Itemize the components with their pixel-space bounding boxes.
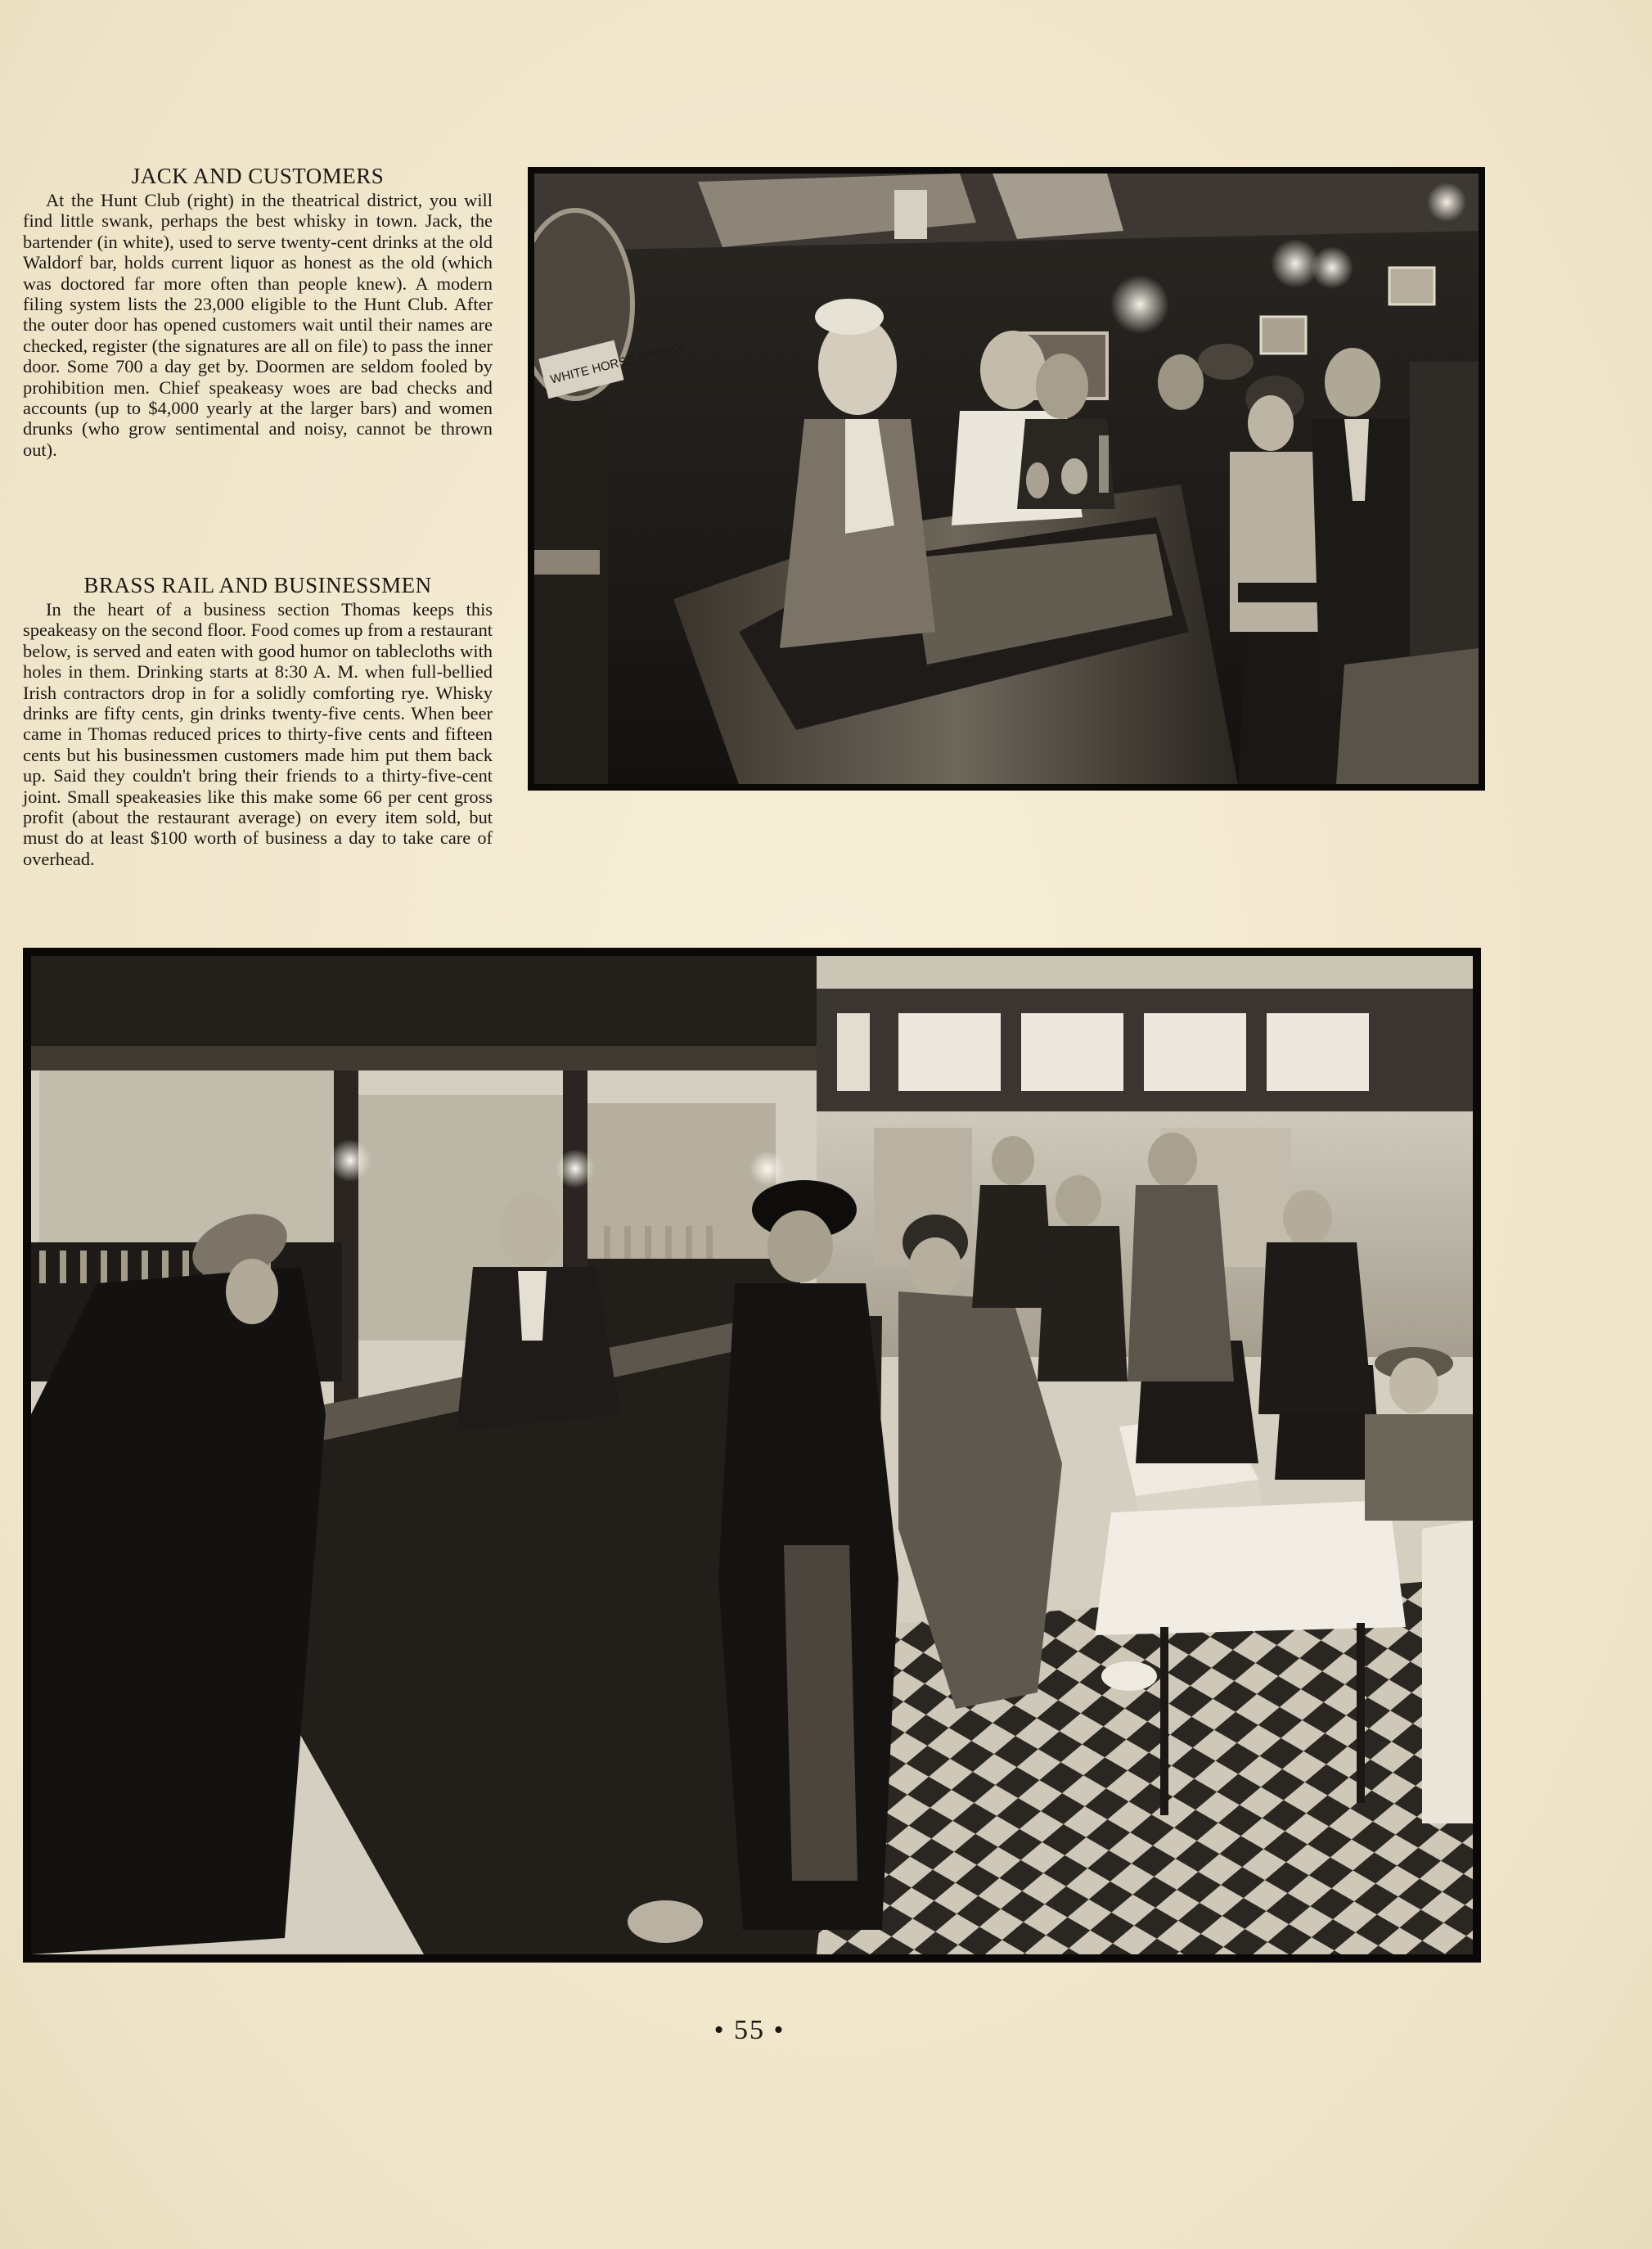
photo-hunt-club-bar-image <box>534 174 1479 784</box>
photo-hunt-club-bar <box>528 167 1485 791</box>
caption-body: In the heart of a business section Thomas keeps this speakeasy on the second floor. Food comes up from a restaurant below, is served and eaten with good humor on tablecloths with holes in them. Drinking starts at 8:30 A. M. when full-bellied Irish contractors drop in for a solidly comforting rye. Whisky drinks are fifty cents, gin drinks twenty-five cents. When beer came in Thomas reduced prices to thirty-five cents and fifteen cents but his businessmen customers made him put them back up. Said they couldn't bring their friends to a thirty-five-cent joint. Small speakeasies like this make some 66 per cent gross profit (about the restaurant average) on every item sold, but must do at least $100 worth of business a day to take care of overhead. <box>23 599 493 869</box>
photo-brass-rail-speakeasy-image <box>31 956 1473 1954</box>
photo-brass-rail-speakeasy <box>23 948 1481 1963</box>
caption-brass-rail-and-businessmen <box>23 573 493 869</box>
caption-heading: BRASS RAIL AND BUSINESSMEN <box>83 573 432 597</box>
whisky-sign: WHITE HORSE WHISKY <box>548 340 687 387</box>
caption-jack-and-customers <box>23 164 493 460</box>
caption-body: At the Hunt Club (right) in the theatrical district, you will find little swank, perhaps the best whisky in town. Jack, the bartender (in white), used to serve twenty-cent drinks at the old Waldorf bar, holds current liquor as honest as the old (which was doctored far more often than people knew). A modern filing system lists the 23,000 eligible to the Hunt Club. After the outer door has opened customers wait until their names are checked, register (the signatures are all on file) to pass the inner door. Some 700 a day get by. Doormen are seldom fooled by prohibition men. Chief speakeasy woes are bad checks and accounts (up to $4,000 yearly at the larger bars) and women drunks (who grow sentimental and noisy, cannot be thrown out). <box>23 190 493 460</box>
page-number: • 55 • <box>713 2015 785 2045</box>
caption-heading: JACK AND CUSTOMERS <box>131 164 385 188</box>
